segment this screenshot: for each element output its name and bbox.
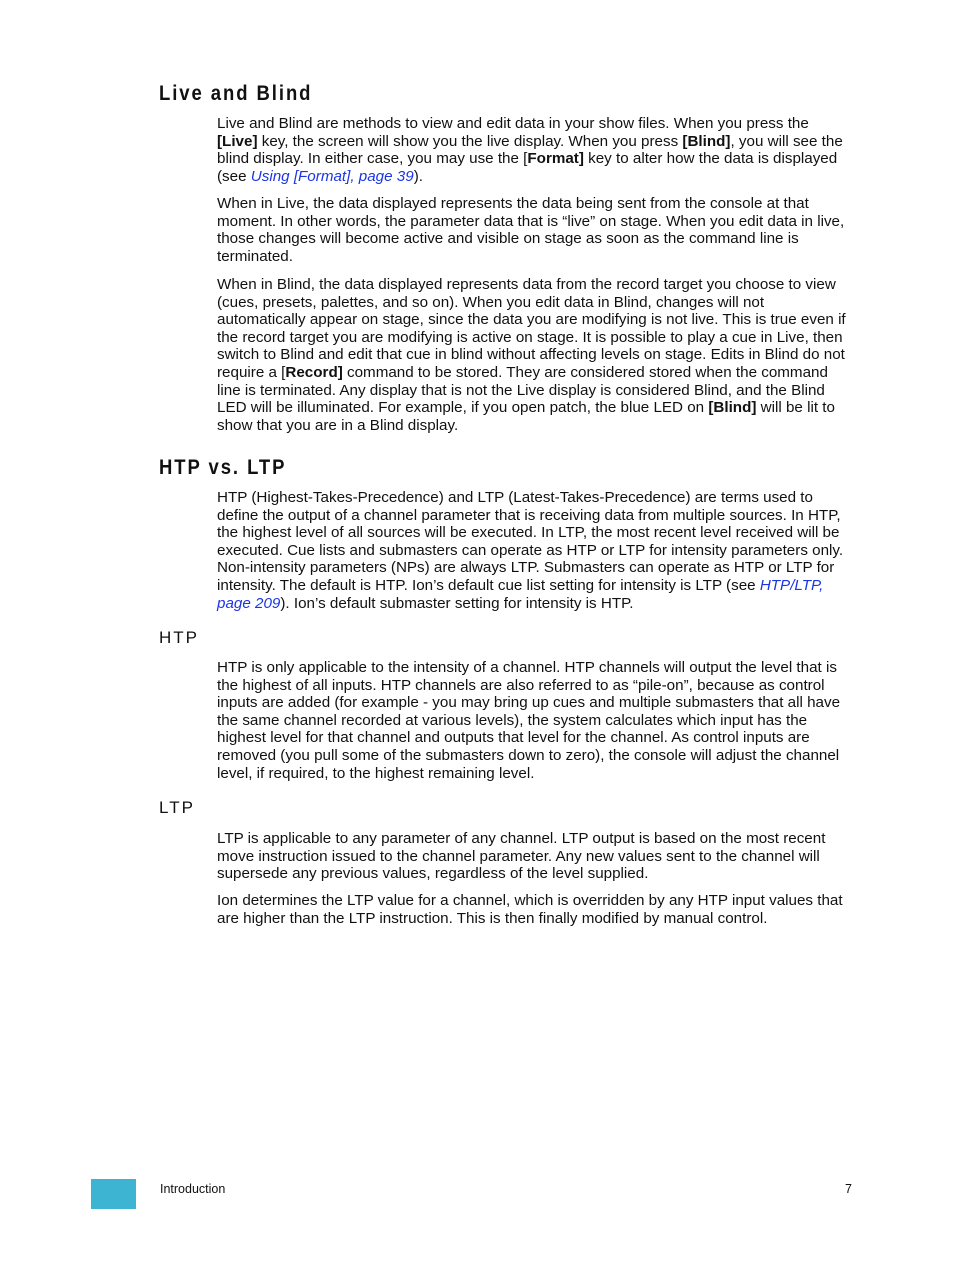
paragraph-blind-description	[217, 276, 853, 434]
paragraph-text: HTP (Highest-Takes-Precedence) and LTP (Latest-Takes-Precedence) are terms used to define the output of a channel parameter that is receiving data from multiple sources. In HTP, the highest level of all sources will be executed. In LTP, the most recent level received will be executed. Cue lists and submasters can operate as HTP or LTP for intensity parameters only. Non-intensity parameters (NPs) are always LTP. Submasters can operate as HTP or LTP for intensity. The default is HTP. Ion’s default cue list setting for intensity is LTP (see	[217, 489, 844, 594]
paragraph-text: When in Live, the data displayed represents the data being sent from the console at that moment. In other words, the parameter data that is “live” on stage. When you edit data in live, those changes will become active and visible on stage as soon as the command line is terminated.	[217, 195, 845, 265]
subsection-heading-htp: HTP	[159, 628, 199, 647]
paragraph-text: key to alter how the data is displayed (see	[217, 150, 838, 185]
paragraph-text: ). Ion’s default submaster setting for intensity is HTP.	[280, 594, 634, 612]
paragraph-text: When in Blind, the data displayed represents data from the record target you choose to view (cues, presets, palettes, and so on). When you edit data in Blind, changes will not automatically appear on stage, since the data you are modifying is not live. This is true even if the record target you are modifying is active on stage. It is possible to play a cue in Live, then switch to Blind and edit that cue in blind without affecting levels on stage. Edits in Blind do not require a [	[217, 276, 846, 381]
section-heading-htp-vs-ltp: HTP vs. LTP	[159, 456, 287, 479]
bold-key-text: Format]	[527, 150, 584, 168]
cross-reference-link[interactable]: Using [Format], page 39	[250, 167, 414, 185]
paragraph-live-blind-intro	[217, 115, 853, 185]
paragraph-ltp-ion-behavior	[217, 892, 853, 927]
paragraph-htp-description	[217, 659, 853, 782]
section-heading-live-and-blind: Live and Blind	[159, 82, 313, 105]
paragraph-text: command to be stored. They are considered stored when the command line is terminated. Any display that is not the Live display is considered Blind, and the Blind LED will be illuminated. For example, if you open patch, the blue LED on	[217, 363, 828, 417]
paragraph-text: ).	[413, 167, 423, 185]
bold-key-text: [Live]	[217, 132, 258, 150]
paragraph-live-description	[217, 195, 853, 265]
paragraph-text: key, the screen will show you the live display. When you press	[257, 132, 683, 150]
paragraph-text: LTP is applicable to any parameter of any channel. LTP output is based on the most recent move instruction issued to the channel parameter. Any new values sent to the channel will supersede any previous values, regardless of the level supplied.	[217, 830, 826, 883]
page-number: 7	[845, 1182, 852, 1196]
paragraph-text: , you will see the blind display. In either case, you may use the [	[217, 132, 843, 168]
paragraph-text: HTP is only applicable to the intensity of a channel. HTP channels will output the level that is the highest of all inputs. HTP channels are also referred to as “pile-on”, because as control inputs are added (for example - you may bring up cues and multiple submasters that all have the same channel recorded at various levels), the system calculates which input has the highest level for that channel and outputs that level for the channel. As control inputs are removed (you pull some of the submasters down to zero), the console will adjust the channel level, if required, to the highest remaining level.	[217, 659, 841, 782]
subsection-heading-ltp: LTP	[159, 798, 195, 817]
bold-key-text: [Blind]	[682, 132, 731, 150]
bold-key-text: [Blind]	[708, 399, 757, 417]
paragraph-htp-ltp-definition	[217, 489, 853, 612]
paragraph-text: will be lit to show that you are in a Blind display.	[217, 399, 835, 434]
paragraph-text: Live and Blind are methods to view and edit data in your show files. When you press the	[217, 115, 809, 132]
paragraph-text: Ion determines the LTP value for a channel, which is overridden by any HTP input values that are higher than the LTP instruction. This is then finally modified by manual control.	[217, 892, 843, 927]
bold-key-text: Record]	[285, 363, 343, 381]
paragraph-ltp-description	[217, 830, 853, 883]
footer-accent-bar	[91, 1179, 136, 1209]
cross-reference-link[interactable]: HTP/LTP, page 209	[217, 576, 824, 612]
footer-section-label: Introduction	[160, 1182, 226, 1196]
